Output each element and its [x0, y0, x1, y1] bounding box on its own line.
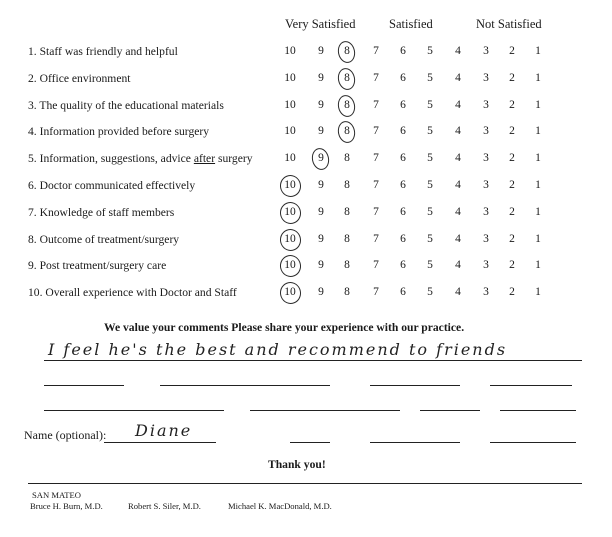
rating-value: 7 [373, 179, 379, 191]
rating-option[interactable] [396, 233, 410, 245]
selected-rating-circle [278, 280, 303, 306]
rating-value: 10 [284, 45, 296, 57]
rating-value: 5 [427, 152, 433, 164]
rating-option[interactable] [531, 99, 545, 111]
rating-option[interactable] [283, 72, 297, 84]
rating-value: 6 [400, 259, 406, 271]
rating-value: 5 [427, 72, 433, 84]
rating-value: 5 [427, 179, 433, 191]
rating-value: 4 [455, 99, 461, 111]
rating-option[interactable] [396, 45, 410, 57]
rating-value: 3 [483, 99, 489, 111]
rating-value: 9 [318, 286, 324, 298]
rating-value: 6 [400, 72, 406, 84]
comment-line-1 [44, 360, 582, 361]
rating-option[interactable] [479, 72, 493, 84]
rating-value: 2 [509, 179, 515, 191]
selected-rating-circle [336, 93, 357, 118]
rating-value: 2 [509, 99, 515, 111]
rating-value: 4 [455, 45, 461, 57]
rating-value: 1 [535, 179, 541, 191]
rating-option[interactable] [396, 152, 410, 164]
rating-option[interactable] [396, 99, 410, 111]
rating-option[interactable] [283, 206, 297, 218]
rating-value: 2 [509, 125, 515, 137]
rating-option[interactable] [479, 286, 493, 298]
question-label: 9. Post treatment/surgery care [28, 259, 167, 272]
rating-option[interactable] [369, 286, 383, 298]
rating-value: 9 [318, 99, 324, 111]
name-value: Diane [135, 421, 193, 440]
footer-org: SAN MATEO [32, 490, 81, 500]
rating-option[interactable] [340, 152, 354, 164]
rating-option[interactable] [369, 259, 383, 271]
footer-doctor-2: Robert S. Siler, M.D. [128, 501, 201, 511]
selected-rating-circle [336, 39, 357, 64]
rating-option[interactable] [369, 206, 383, 218]
rating-value: 7 [373, 72, 379, 84]
question-label: 10. Overall experience with Doctor and Staff [28, 286, 237, 299]
rating-option[interactable] [423, 99, 437, 111]
rating-option[interactable] [531, 286, 545, 298]
rating-value: 10 [284, 206, 296, 218]
question-label-part: surgery [215, 152, 253, 165]
rating-value: 8 [344, 99, 350, 111]
rating-option[interactable] [283, 45, 297, 57]
rating-value: 3 [483, 286, 489, 298]
rating-value: 1 [535, 286, 541, 298]
rating-option[interactable] [314, 45, 328, 57]
question-label: 4. Information provided before surgery [28, 125, 210, 138]
selected-rating-circle [336, 66, 357, 91]
rating-option[interactable] [531, 72, 545, 84]
handwritten-comment: I feel he's the best and recommend to friends [48, 340, 508, 359]
rating-value: 10 [284, 259, 296, 271]
name-line-c [370, 442, 460, 443]
selected-rating-circle [278, 253, 303, 279]
rating-value: 8 [344, 233, 350, 245]
rating-option[interactable] [423, 206, 437, 218]
rating-value: 6 [400, 233, 406, 245]
rating-option[interactable] [340, 125, 354, 137]
question-label: 7. Knowledge of staff members [28, 206, 175, 219]
rating-value: 5 [427, 45, 433, 57]
rating-option[interactable] [479, 45, 493, 57]
rating-option[interactable] [479, 206, 493, 218]
rating-option[interactable] [451, 233, 465, 245]
selected-rating-circle [336, 119, 357, 144]
rating-value: 1 [535, 206, 541, 218]
comment-line-2c [370, 385, 460, 386]
scale-header-not-satisfied: Not Satisfied [476, 17, 542, 31]
rating-value: 6 [400, 179, 406, 191]
rating-option[interactable] [505, 286, 519, 298]
rating-option[interactable] [505, 125, 519, 137]
rating-value: 7 [373, 259, 379, 271]
rating-value: 3 [483, 152, 489, 164]
rating-value: 7 [373, 152, 379, 164]
rating-option[interactable] [423, 45, 437, 57]
rating-value: 7 [373, 286, 379, 298]
rating-option[interactable] [423, 152, 437, 164]
rating-value: 3 [483, 179, 489, 191]
rating-value: 1 [535, 72, 541, 84]
rating-value: 7 [373, 125, 379, 137]
rating-option[interactable] [314, 152, 328, 164]
question-label [28, 152, 253, 165]
rating-option[interactable] [283, 286, 297, 298]
rating-option[interactable] [505, 179, 519, 191]
rating-option[interactable] [369, 45, 383, 57]
rating-option[interactable] [369, 125, 383, 137]
rating-value: 5 [427, 125, 433, 137]
rating-value: 6 [400, 125, 406, 137]
rating-value: 3 [483, 233, 489, 245]
rating-value: 10 [284, 152, 296, 164]
rating-value: 1 [535, 125, 541, 137]
comment-line-2d [490, 385, 572, 386]
rating-value: 5 [427, 286, 433, 298]
rating-option[interactable] [423, 259, 437, 271]
comments-heading: We value your comments Please share your experience with our practice. [104, 321, 465, 334]
rating-option[interactable] [531, 179, 545, 191]
rating-value: 4 [455, 179, 461, 191]
rating-value: 6 [400, 286, 406, 298]
comment-line-3b [250, 410, 400, 411]
rating-option[interactable] [531, 45, 545, 57]
rating-value: 7 [373, 45, 379, 57]
rating-value: 2 [509, 206, 515, 218]
rating-value: 1 [535, 99, 541, 111]
rating-value: 6 [400, 152, 406, 164]
rating-value: 9 [318, 125, 324, 137]
rating-option[interactable] [283, 233, 297, 245]
rating-value: 4 [455, 286, 461, 298]
rating-option[interactable] [531, 233, 545, 245]
rating-value: 9 [318, 179, 324, 191]
rating-value: 9 [318, 72, 324, 84]
rating-option[interactable] [505, 99, 519, 111]
rating-value: 2 [509, 259, 515, 271]
rating-value: 5 [427, 99, 433, 111]
rating-value: 8 [344, 45, 350, 57]
name-line [104, 442, 216, 443]
rating-option[interactable] [340, 179, 354, 191]
rating-option[interactable] [340, 45, 354, 57]
rating-option[interactable] [369, 99, 383, 111]
rating-option[interactable] [314, 99, 328, 111]
rating-value: 2 [509, 152, 515, 164]
rating-value: 8 [344, 152, 350, 164]
rating-option[interactable] [423, 286, 437, 298]
selected-rating-circle [278, 200, 303, 226]
rating-option[interactable] [451, 99, 465, 111]
rating-value: 5 [427, 259, 433, 271]
rating-option[interactable] [369, 233, 383, 245]
name-label: Name (optional): [24, 428, 107, 442]
selected-rating-circle [278, 173, 303, 199]
comment-line-2a [44, 385, 124, 386]
rating-option[interactable] [396, 286, 410, 298]
rating-value: 2 [509, 286, 515, 298]
rating-value: 10 [284, 286, 296, 298]
question-label: 1. Staff was friendly and helpful [28, 45, 178, 58]
name-line-d [490, 442, 576, 443]
rating-value: 10 [284, 179, 296, 191]
rating-option[interactable] [479, 125, 493, 137]
rating-option[interactable] [396, 125, 410, 137]
rating-option[interactable] [451, 45, 465, 57]
rating-option[interactable] [340, 259, 354, 271]
rating-option[interactable] [423, 125, 437, 137]
rating-option[interactable] [531, 152, 545, 164]
rating-option[interactable] [451, 179, 465, 191]
question-label-part: 5. Information, suggestions, advice [28, 152, 194, 165]
rating-value: 6 [400, 206, 406, 218]
rating-value: 9 [318, 45, 324, 57]
question-label-emphasis: after [193, 152, 216, 165]
rating-option[interactable] [531, 259, 545, 271]
thank-you: Thank you! [268, 458, 326, 471]
rating-value: 8 [344, 72, 350, 84]
rating-option[interactable] [505, 233, 519, 245]
rating-value: 1 [535, 152, 541, 164]
rating-option[interactable] [369, 152, 383, 164]
rating-option[interactable] [314, 286, 328, 298]
scale-header-satisfied: Satisfied [389, 17, 433, 31]
rating-value: 1 [535, 45, 541, 57]
rating-value: 4 [455, 259, 461, 271]
rating-value: 9 [318, 259, 324, 271]
name-line-b [290, 442, 330, 443]
rating-option[interactable] [340, 99, 354, 111]
rating-value: 3 [483, 206, 489, 218]
rating-option[interactable] [283, 125, 297, 137]
rating-option[interactable] [479, 179, 493, 191]
rating-option[interactable] [423, 179, 437, 191]
rating-option[interactable] [283, 152, 297, 164]
rating-value: 8 [344, 286, 350, 298]
comment-line-3c [420, 410, 480, 411]
comment-line-3a [44, 410, 224, 411]
rating-option[interactable] [396, 259, 410, 271]
rating-option[interactable] [451, 259, 465, 271]
rating-option[interactable] [396, 179, 410, 191]
scale-header-very-satisfied: Very Satisfied [285, 17, 356, 31]
rating-option[interactable] [479, 99, 493, 111]
rating-value: 7 [373, 233, 379, 245]
comment-line-3d [500, 410, 576, 411]
rating-option[interactable] [505, 259, 519, 271]
rating-value: 2 [509, 72, 515, 84]
rating-option[interactable] [479, 152, 493, 164]
rating-option[interactable] [369, 179, 383, 191]
rating-option[interactable] [283, 179, 297, 191]
rating-option[interactable] [314, 206, 328, 218]
rating-value: 4 [455, 152, 461, 164]
footer-rule [28, 483, 582, 484]
rating-value: 10 [284, 233, 296, 245]
rating-option[interactable] [423, 72, 437, 84]
rating-value: 1 [535, 259, 541, 271]
rating-option[interactable] [479, 233, 493, 245]
rating-option[interactable] [314, 233, 328, 245]
rating-option[interactable] [479, 259, 493, 271]
rating-option[interactable] [314, 179, 328, 191]
rating-option[interactable] [314, 259, 328, 271]
rating-option[interactable] [451, 206, 465, 218]
rating-value: 2 [509, 45, 515, 57]
rating-value: 4 [455, 72, 461, 84]
rating-option[interactable] [283, 259, 297, 271]
rating-option[interactable] [531, 125, 545, 137]
rating-option[interactable] [396, 72, 410, 84]
comment-line-2b [160, 385, 330, 386]
rating-value: 3 [483, 259, 489, 271]
rating-value: 3 [483, 125, 489, 137]
rating-option[interactable] [340, 72, 354, 84]
rating-option[interactable] [505, 152, 519, 164]
rating-value: 8 [344, 206, 350, 218]
rating-option[interactable] [369, 72, 383, 84]
rating-option[interactable] [451, 152, 465, 164]
rating-option[interactable] [314, 72, 328, 84]
rating-value: 8 [344, 259, 350, 271]
rating-option[interactable] [314, 125, 328, 137]
selected-rating-circle [278, 227, 303, 253]
selected-rating-circle [310, 146, 331, 171]
rating-value: 7 [373, 206, 379, 218]
question-label: 3. The quality of the educational materials [28, 99, 224, 112]
rating-option[interactable] [340, 233, 354, 245]
rating-value: 4 [455, 125, 461, 137]
rating-option[interactable] [340, 286, 354, 298]
rating-value: 1 [535, 233, 541, 245]
rating-option[interactable] [505, 45, 519, 57]
rating-value: 10 [284, 125, 296, 137]
rating-option[interactable] [505, 206, 519, 218]
rating-value: 3 [483, 45, 489, 57]
rating-value: 3 [483, 72, 489, 84]
rating-value: 4 [455, 233, 461, 245]
rating-option[interactable] [340, 206, 354, 218]
footer-doctor-1: Bruce H. Burn, M.D. [30, 501, 103, 511]
footer-doctor-3: Michael K. MacDonald, M.D. [228, 501, 332, 511]
rating-value: 10 [284, 72, 296, 84]
question-label: 2. Office environment [28, 72, 131, 85]
rating-value: 9 [318, 152, 324, 164]
rating-option[interactable] [423, 233, 437, 245]
rating-option[interactable] [451, 286, 465, 298]
rating-value: 8 [344, 179, 350, 191]
rating-value: 8 [344, 125, 350, 137]
rating-value: 7 [373, 99, 379, 111]
rating-value: 5 [427, 206, 433, 218]
question-label: 8. Outcome of treatment/surgery [28, 233, 180, 246]
rating-value: 5 [427, 233, 433, 245]
rating-value: 9 [318, 233, 324, 245]
rating-value: 6 [400, 45, 406, 57]
rating-option[interactable] [531, 206, 545, 218]
rating-option[interactable] [283, 99, 297, 111]
rating-option[interactable] [451, 72, 465, 84]
rating-value: 6 [400, 99, 406, 111]
rating-value: 9 [318, 206, 324, 218]
question-label: 6. Doctor communicated effectively [28, 179, 196, 192]
rating-option[interactable] [396, 206, 410, 218]
rating-option[interactable] [505, 72, 519, 84]
rating-value: 2 [509, 233, 515, 245]
rating-option[interactable] [451, 125, 465, 137]
rating-value: 4 [455, 206, 461, 218]
rating-value: 10 [284, 99, 296, 111]
